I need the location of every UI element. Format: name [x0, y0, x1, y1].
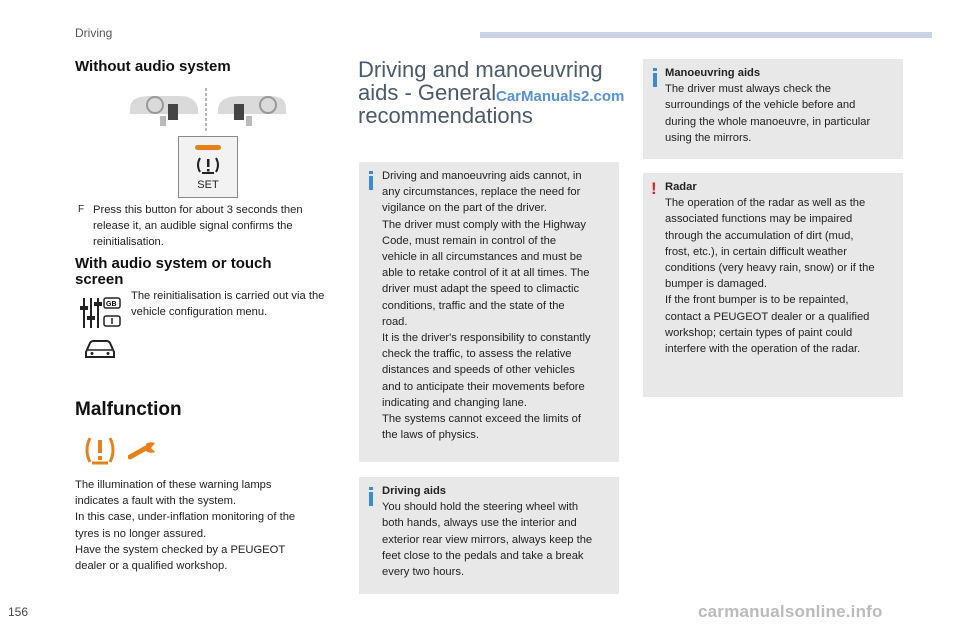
box-line: The driver must comply with the Highway — [382, 218, 586, 231]
with-audio-title-line1: With audio system or touch — [75, 255, 272, 272]
without-audio-title: Without audio system — [75, 58, 231, 75]
box-line: road. — [382, 315, 408, 328]
box-line: bumper is damaged. — [665, 278, 767, 291]
driving-aids-box — [359, 477, 619, 594]
box-line: workshop; certain types of paint could — [665, 326, 853, 339]
box-line: check the traffic, to assess the relative — [382, 348, 572, 361]
section-label: Driving — [75, 26, 113, 40]
page-title-line1: Driving and manoeuvring — [358, 57, 603, 82]
box-line: the laws of physics. — [382, 429, 480, 442]
tire-pressure-warning-lamp — [84, 434, 116, 466]
set-label: SET — [197, 179, 219, 191]
box-line: It is the driver's responsibility to constantly — [382, 332, 591, 345]
box-line: The systems cannot exceed the limits of — [382, 413, 581, 426]
malfunction-line: indicates a fault with the system. — [75, 495, 237, 508]
box-line: interfere with the operation of the radar. — [665, 343, 861, 356]
gb-label: GB — [106, 301, 117, 308]
page-title-line3: recommendations — [358, 103, 533, 128]
box-line: feet close to the pedals and take a break — [382, 549, 584, 562]
general-recommendations-box — [359, 162, 619, 462]
radar-text — [665, 179, 901, 357]
manoeuvring-aids-title: Manoeuvring aids — [665, 67, 761, 79]
box-line: vigilance on the part of the driver. — [382, 202, 547, 215]
press-instruction: Press this button for about 3 seconds then release it, an audible signal confirms the reinitialisation. — [93, 204, 303, 249]
malfunction-line: dealer or a qualified workshop. — [75, 560, 228, 573]
radar-box — [643, 173, 903, 397]
radar-title: Radar — [665, 181, 697, 193]
box-line: and to anticipate their movements before — [382, 380, 585, 393]
box-line: You should hold the steering wheel with — [382, 501, 579, 514]
box-line: distances and speeds of other vehicles — [382, 364, 575, 377]
tpms-set-button — [178, 136, 238, 198]
malfunction-title: Malfunction — [75, 399, 182, 420]
box-line: every two hours. — [382, 566, 465, 579]
with-audio-title-line2: screen — [75, 271, 124, 288]
general-recommendations-text — [382, 168, 618, 443]
driving-aids-text — [382, 483, 618, 580]
manoeuvring-aids-text — [665, 65, 901, 146]
box-line: indicating and changing lane. — [382, 396, 527, 409]
watermark-small: CarManuals2.com — [496, 88, 625, 105]
box-line: any circumstances, replace the need for — [382, 186, 581, 199]
page-number: 156 — [8, 605, 29, 619]
page-title-line2: aids - General — [358, 80, 497, 105]
header-bar — [480, 32, 932, 38]
box-line: able to retake control of it at all times. The — [382, 267, 590, 280]
malfunction-line: In this case, under-inflation monitoring of the — [75, 511, 296, 524]
box-line: vehicle in all circumstances and must be — [382, 251, 583, 264]
malfunction-text — [75, 477, 335, 574]
manoeuvring-aids-box — [643, 59, 903, 159]
malfunction-line: tyres is no longer assured. — [75, 527, 207, 540]
box-line: Driving and manoeuvring aids cannot, in — [382, 170, 582, 182]
with-audio-text: The reinitialisation is carried out via the vehicle configuration menu. — [131, 290, 325, 319]
box-line: exterior rear view mirrors, always keep the — [382, 533, 593, 546]
box-line: If the front bumper is to be repainted, — [665, 294, 849, 307]
warning-icon: ! — [651, 179, 657, 198]
with-audio-title — [75, 256, 272, 288]
box-line: contact a PEUGEOT dealer or a qualified — [665, 310, 870, 323]
box-line: driver must adapt the speed to climactic — [382, 283, 580, 296]
vehicle-icon — [82, 338, 118, 360]
box-line: through the accumulation of dirt (mud, — [665, 229, 854, 242]
info-icon — [369, 176, 373, 190]
press-marker: F — [78, 204, 85, 215]
settings-sliders-icon — [80, 294, 122, 332]
info-icon — [653, 73, 657, 87]
wrench-service-lamp — [128, 440, 160, 462]
malfunction-line: Have the system checked by a PEUGEOT — [75, 543, 286, 556]
box-line: The operation of the radar as well as the — [665, 197, 866, 210]
dashboard-diagram — [120, 86, 320, 136]
box-line: The driver must always check the — [665, 83, 832, 96]
tire-warning-icon — [195, 154, 221, 176]
box-line: associated functions may be impaired — [665, 213, 853, 226]
box-line: Code, must remain in control of the — [382, 234, 557, 247]
info-icon — [369, 492, 373, 506]
watermark-footer: carmanualsonline.info — [698, 602, 883, 621]
box-line: both hands, always use the interior and — [382, 517, 577, 530]
box-line: conditions (very heavy rain, snow) or if the — [665, 262, 875, 275]
box-line: using the mirrors. — [665, 131, 752, 144]
box-line: during the whole manoeuvre, in particular — [665, 115, 871, 128]
set-button-led — [195, 145, 221, 150]
box-line: surroundings of the vehicle before and — [665, 99, 856, 112]
malfunction-line: The illumination of these warning lamps — [75, 479, 272, 491]
driving-aids-title: Driving aids — [382, 485, 447, 497]
box-line: frost, etc.), in certain difficult weather — [665, 245, 847, 258]
box-line: conditions, traffic and the state of the — [382, 299, 565, 312]
